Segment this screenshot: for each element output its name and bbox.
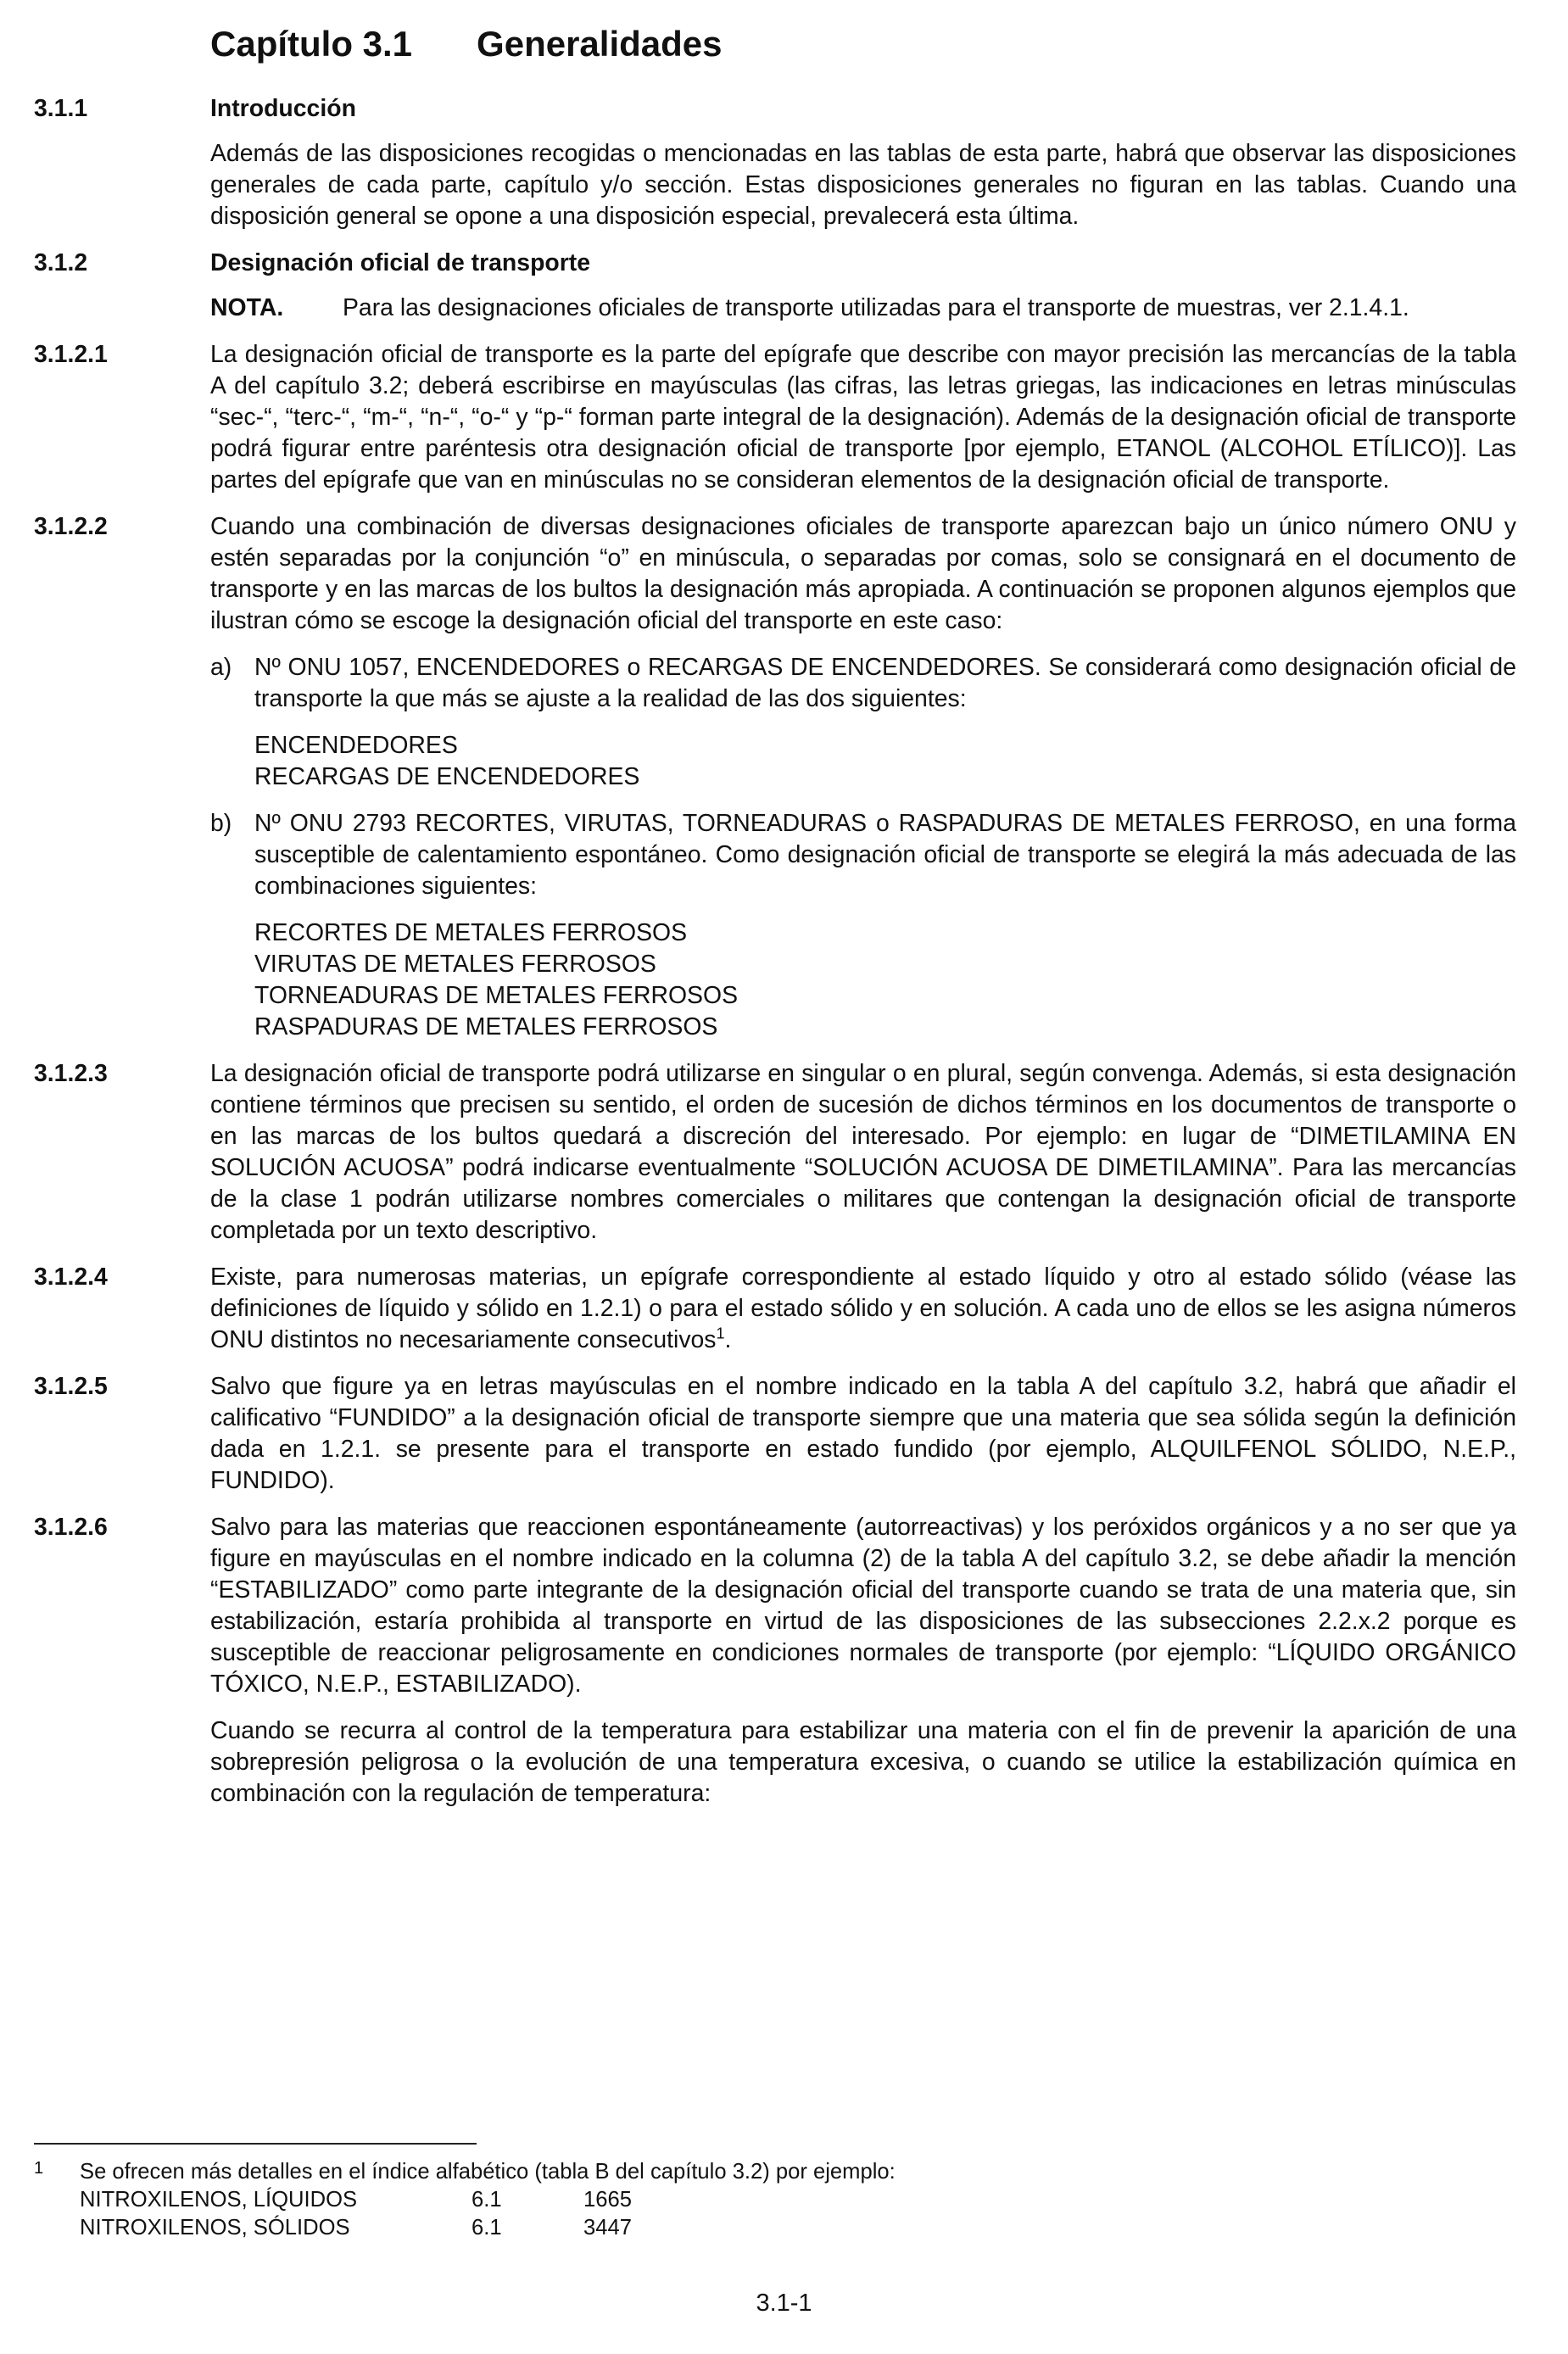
section-3-1-2-3 xyxy=(0,1058,1568,1247)
example-name: RASPADURAS DE METALES FERROSOS xyxy=(254,1013,718,1040)
section-3-1-2-1 xyxy=(0,339,1568,496)
note-label: NOTA. xyxy=(210,294,284,321)
section-number: 3.1.2.6 xyxy=(34,1514,108,1541)
chapter-title: Generalidades xyxy=(477,24,723,64)
section-number: 3.1.2.4 xyxy=(34,1263,108,1291)
section-number: 3.1.2.3 xyxy=(34,1060,108,1087)
footnote-text: Se ofrecen más detalles en el índice alfabético (tabla B del capítulo 3.2) por ejemplo: xyxy=(80,2160,896,2184)
paragraph-text: Cuando se recurra al control de la temperatura para estabilizar una materia con el fin de prevenir la aparición de una sobrepresión peligrosa o la evolución de una temperatura excesiva, o cuando se utilice la estabilización química en combinación con la regulación de temperatura: xyxy=(210,1717,1516,1807)
section-title: Designación oficial de transporte xyxy=(210,249,591,276)
example-name: RECORTES DE METALES FERROSOS xyxy=(254,919,688,946)
un-number: 3447 xyxy=(583,2216,632,2240)
example-list-a xyxy=(254,730,1568,793)
list-item-label: b) xyxy=(210,810,232,837)
paragraph-text: La designación oficial de transporte podrá utilizarse en singular o en plural, según convenga. Además, si esta designación contiene términos que precisen su sentido, el orden de sucesión de dichos términos en los documentos de transporte o en las marcas de los bultos quedará a discreción del interesado. Por ejemplo: en lugar de “DIMETILAMINA EN SOLUCIÓN ACUOSA” podrá indicarse eventualmente “SOLUCIÓN ACUOSA DE DIMETILAMINA”. Para las mercancías de la clase 1 podrán utilizarse nombres comerciales o militares que contengan la designación oficial de transporte completada por un texto descriptivo. xyxy=(210,1060,1516,1244)
footnote-table-row xyxy=(80,2186,1476,2214)
section-number: 3.1.2.1 xyxy=(34,341,108,368)
page-number: 3.1-1 xyxy=(756,2290,812,2317)
footnote-separator xyxy=(34,2143,477,2145)
section-3-1-2-6 xyxy=(0,1512,1568,1700)
section-title: Introducción xyxy=(210,95,356,122)
section-3-1-1-heading xyxy=(0,93,1568,125)
chapter-heading xyxy=(210,19,723,70)
section-3-1-2-heading xyxy=(0,248,1568,279)
paragraph-text-end: . xyxy=(724,1326,732,1353)
paragraph-text: Salvo que figure ya en letras mayúsculas en el nombre indicado en la tabla A del capítulo 3.2, habrá que añadir el calificativo “FUNDIDO” a la designación oficial de transporte siempre que una materia que sea sólida según la definición dada en 1.2.1. se presente para el transporte en estado fundido (por ejemplo, ALQUILFENOL SÓLIDO, N.E.P., FUNDIDO). xyxy=(210,1373,1516,1494)
section-3-1-2-2 xyxy=(0,511,1568,637)
paragraph-text: La designación oficial de transporte es la parte del epígrafe que describe con mayor precisión las mercancías de la tabla A del capítulo 3.2; deberá escribirse en mayúsculas (las cifras, las letras griegas, las indicaciones en letras minúsculas “sec-“, “terc-“, “m-“, “n-“, “o-“ y “p-“ forman parte integral de la designación). Además de la designación oficial de transporte podrá figurar entre paréntesis otra designación oficial de transporte [por ejemplo, ETANOL (ALCOHOL ETÍLICO)]. Las partes del epígrafe que van en minúsculas no se consideran elementos de la designación oficial de transporte. xyxy=(210,341,1516,494)
chapter-number: Capítulo 3.1 xyxy=(210,24,413,64)
section-number: 3.1.2 xyxy=(34,249,88,276)
section-3-1-2-4 xyxy=(0,1262,1568,1356)
list-item-text: Nº ONU 2793 RECORTES, VIRUTAS, TORNEADURAS o RASPADURAS DE METALES FERROSO, en una forma susceptible de calentamiento espontáneo. Como designación oficial de transporte se elegirá la más adecuada de las combinaciones siguientes: xyxy=(254,810,1516,900)
section-3-1-1-paragraph xyxy=(0,138,1568,232)
section-3-1-2-6-continued xyxy=(0,1715,1568,1810)
footnote-table-row xyxy=(80,2214,1476,2242)
substance-class: 6.1 xyxy=(472,2216,502,2240)
footnote-reference[interactable]: 1 xyxy=(716,1325,725,1342)
note-block xyxy=(210,293,1516,324)
list-item-text: Nº ONU 1057, ENCENDEDORES o RECARGAS DE ENCENDEDORES. Se considerará como designación oficial de transporte la que más se ajuste a la realidad de las dos siguientes: xyxy=(254,654,1516,712)
substance-name: NITROXILENOS, SÓLIDOS xyxy=(80,2216,350,2240)
paragraph-text: Salvo para las materias que reaccionen espontáneamente (autorreactivas) y los peróxidos orgánicos y a no ser que ya figure en mayúsculas en el nombre indicado en la columna (2) de la tabla A del capítulo 3.2, se debe añadir la mención “ESTABILIZADO” como parte integrante de la designación oficial del transporte cuando se trata de una materia que, sin estabilización, estaría prohibida al transporte en virtud de las disposiciones de las subsecciones 2.2.x.2 porque es susceptible de reaccionar peligrosamente en condiciones normales de transporte (por ejemplo: “LÍQUIDO ORGÁNICO TÓXICO, N.E.P., ESTABILIZADO). xyxy=(210,1514,1516,1698)
example-name: TORNEADURAS DE METALES FERROSOS xyxy=(254,982,739,1009)
footnote xyxy=(34,2158,1476,2242)
paragraph-text: Además de las disposiciones recogidas o mencionadas en las tablas de esta parte, habrá que observar las disposiciones generales de cada parte, capítulo y/o sección. Estas disposiciones generales no figuran en las tablas. Cuando una disposición general se opone a una disposición especial, prevalecerá esta última. xyxy=(210,140,1516,230)
section-number: 3.1.2.2 xyxy=(34,513,108,540)
paragraph-text: Cuando una combinación de diversas designaciones oficiales de transporte aparezcan bajo un único número ONU y estén separadas por la conjunción “o” en minúscula, o separadas por comas, solo se consignará en el documento de transporte y en las marcas de los bultos la designación más apropiada. A continuación se proponen algunos ejemplos que ilustran cómo se escoge la designación oficial del transporte en este caso: xyxy=(210,513,1516,634)
list-item-b xyxy=(210,808,1516,902)
list-item-label: a) xyxy=(210,654,232,681)
substance-class: 6.1 xyxy=(472,2188,502,2212)
section-3-1-2-5 xyxy=(0,1371,1568,1497)
section-number: 3.1.2.5 xyxy=(34,1373,108,1400)
example-name: RECARGAS DE ENCENDEDORES xyxy=(254,763,640,790)
example-name: ENCENDEDORES xyxy=(254,732,458,759)
list-item-a xyxy=(210,652,1516,715)
paragraph-text-main: Existe, para numerosas materias, un epígrafe correspondiente al estado líquido y otro al estado sólido (véase las definiciones de líquido y sólido en 1.2.1) o para el estado sólido y en solución. A cada uno de ellos se les asigna números ONU distintos no necesariamente consecutivos xyxy=(210,1263,1516,1353)
note-text: Para las designaciones oficiales de transporte utilizadas para el transporte de muestras, ver 2.1.4.1. xyxy=(343,294,1409,321)
section-number: 3.1.1 xyxy=(34,95,88,122)
substance-name: NITROXILENOS, LÍQUIDOS xyxy=(80,2188,358,2212)
paragraph-text xyxy=(210,1262,1516,1356)
example-name: VIRUTAS DE METALES FERROSOS xyxy=(254,951,656,978)
document-body xyxy=(0,93,1568,1810)
un-number: 1665 xyxy=(583,2188,632,2212)
footnote-number: 1 xyxy=(34,2159,44,2178)
example-list-b xyxy=(254,918,1568,1043)
